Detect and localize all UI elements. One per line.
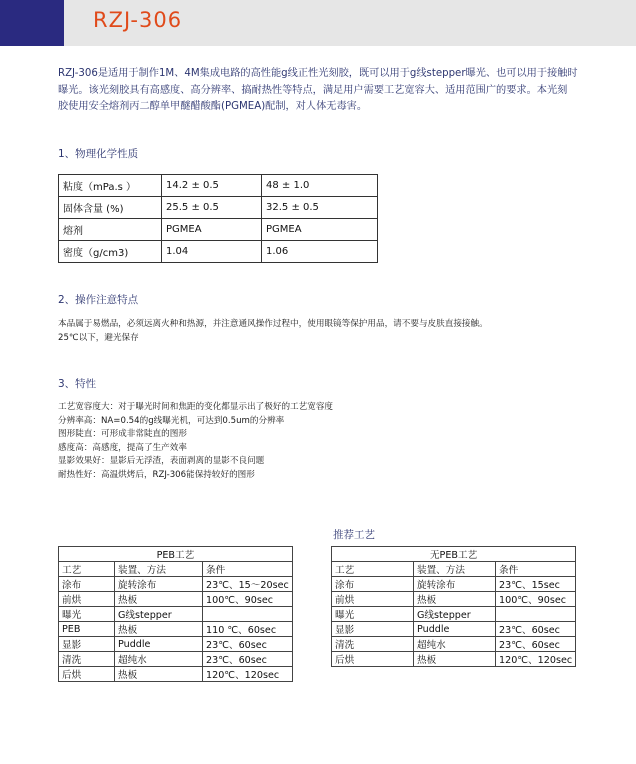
table-row <box>59 607 293 622</box>
table-cell: 120℃、120sec <box>203 667 293 682</box>
table-cell: 23℃、15～20sec <box>203 577 293 592</box>
table-cell: 23℃、15sec <box>496 577 576 592</box>
table-cell: 热板 <box>115 667 203 682</box>
table-cell: 前烘 <box>59 592 115 607</box>
table-cell: PEB <box>59 622 115 637</box>
section-title-properties: 1、物理化学性质 <box>58 148 139 160</box>
peb-process-table <box>58 546 293 682</box>
table-cell: 熔剂 <box>59 219 162 241</box>
table-cell: 显影 <box>59 637 115 652</box>
table-row <box>59 577 293 592</box>
table-cell: 48 ± 1.0 <box>262 175 378 197</box>
table-row <box>332 652 576 667</box>
table-row <box>59 652 293 667</box>
feature-list <box>58 401 333 482</box>
table-cell: 旋转涂布 <box>115 577 203 592</box>
table-row <box>59 219 378 241</box>
table-cell: Puddle <box>414 622 496 637</box>
table-cell: 曝光 <box>59 607 115 622</box>
table-header-row <box>59 562 293 577</box>
table-cell: 23℃、60sec <box>203 637 293 652</box>
table-cell: 固体含量 (%) <box>59 197 162 219</box>
table-cell: 23℃、60sec <box>203 652 293 667</box>
table-cell: 清洗 <box>59 652 115 667</box>
product-title: RZJ-306 <box>93 8 183 32</box>
table-caption: PEB工艺 <box>59 547 293 562</box>
header-accent-block <box>0 0 64 46</box>
table-cell <box>203 607 293 622</box>
table-cell: 曝光 <box>332 607 414 622</box>
column-header: 条件 <box>496 562 576 577</box>
note-line: 25℃以下，避光保存 <box>58 332 139 343</box>
table-cell: 涂布 <box>332 577 414 592</box>
table-row <box>59 667 293 682</box>
table-caption-row <box>332 547 576 562</box>
table-cell: 热板 <box>414 652 496 667</box>
section-title-features: 3、特性 <box>58 378 97 390</box>
table-cell: 后烘 <box>332 652 414 667</box>
intro-line: 曝光。该光刻胶具有高感度、高分辨率、搞耐热性等特点，满足用户需要工艺宽容大、适用范围广的要求。本光刻 <box>58 84 568 96</box>
intro-line: RZJ-306是适用于制作1M、4M集成电路的高性能g线正性光刻胶，既可以用于g线stepper曝光、也可以用于接触时 <box>58 68 578 79</box>
section-title-handling: 2、操作注意特点 <box>58 294 139 306</box>
properties-table <box>58 174 378 263</box>
table-cell: 显影 <box>332 622 414 637</box>
intro-line: 胶使用安全熔剂丙二醇单甲醚醋酸酯(PGMEA)配制，对人体无毒害。 <box>58 101 368 112</box>
table-cell: 超纯水 <box>115 652 203 667</box>
feature-line: 图形陡直：可形成非常陡直的图形 <box>58 429 187 439</box>
table-cell: 超纯水 <box>414 637 496 652</box>
table-cell: 120℃、120sec <box>496 652 576 667</box>
table-cell: 热板 <box>414 592 496 607</box>
table-row <box>332 607 576 622</box>
recommended-process-title: 推荐工艺 <box>333 529 375 541</box>
table-cell: 25.5 ± 0.5 <box>162 197 262 219</box>
table-cell: 涂布 <box>59 577 115 592</box>
table-cell: 密度（g/cm3) <box>59 241 162 263</box>
column-header: 装置、方法 <box>115 562 203 577</box>
table-cell: 后烘 <box>59 667 115 682</box>
feature-line: 感度高：高感度，提高了生产效率 <box>58 442 187 453</box>
table-cell: 110 ℃、60sec <box>203 622 293 637</box>
table-cell: 清洗 <box>332 637 414 652</box>
table-cell: PGMEA <box>162 219 262 241</box>
column-header: 工艺 <box>59 562 115 577</box>
table-cell: 热板 <box>115 592 203 607</box>
table-cell: Puddle <box>115 637 203 652</box>
table-cell: 14.2 ± 0.5 <box>162 175 262 197</box>
feature-line: 显影效果好：显影后无浮渣，表面剥离的显影不良问题 <box>58 456 265 466</box>
feature-line: 工艺宽容度大：对于曝光时间和焦距的变化都显示出了极好的工艺宽容度 <box>58 402 334 412</box>
table-row <box>59 637 293 652</box>
table-cell: 1.06 <box>262 241 378 263</box>
table-cell: 23℃、60sec <box>496 622 576 637</box>
table-row <box>59 241 378 263</box>
table-row <box>332 637 576 652</box>
table-row <box>59 592 293 607</box>
table-cell <box>496 607 576 622</box>
handling-notes <box>58 318 488 345</box>
table-caption-row <box>59 547 293 562</box>
table-cell: PGMEA <box>262 219 378 241</box>
no-peb-process-table <box>331 546 576 667</box>
table-cell: 前烘 <box>332 592 414 607</box>
column-header: 工艺 <box>332 562 414 577</box>
table-row <box>59 175 378 197</box>
table-cell: 粘度（mPa.s ） <box>59 175 162 197</box>
table-cell: 100℃、90sec <box>203 592 293 607</box>
table-cell: 23℃、60sec <box>496 637 576 652</box>
product-intro <box>58 66 603 116</box>
table-row <box>59 622 293 637</box>
table-caption: 无PEB工艺 <box>332 547 576 562</box>
table-cell: 100℃、90sec <box>496 592 576 607</box>
table-cell: 热板 <box>115 622 203 637</box>
table-row <box>332 592 576 607</box>
table-cell: 32.5 ± 0.5 <box>262 197 378 219</box>
table-cell: 旋转涂布 <box>414 577 496 592</box>
table-row <box>332 577 576 592</box>
note-line: 本品属于易燃品，必须远离火种和热源，并注意通风操作过程中，使用眼镜等保护用品，请不要与皮肤直接接触。 <box>58 319 488 329</box>
feature-line: 分辨率高：NA=0.54的g线曝光机，可达到0.5um的分辨率 <box>58 415 285 426</box>
table-row <box>332 622 576 637</box>
table-header-row <box>332 562 576 577</box>
column-header: 装置、方法 <box>414 562 496 577</box>
table-row <box>59 197 378 219</box>
table-cell: 1.04 <box>162 241 262 263</box>
table-cell: G线stepper <box>414 607 496 622</box>
page-header <box>0 0 636 46</box>
column-header: 条件 <box>203 562 293 577</box>
table-cell: G线stepper <box>115 607 203 622</box>
feature-line: 耐热性好：高温烘烤后，RZJ-306能保持较好的图形 <box>58 469 255 480</box>
